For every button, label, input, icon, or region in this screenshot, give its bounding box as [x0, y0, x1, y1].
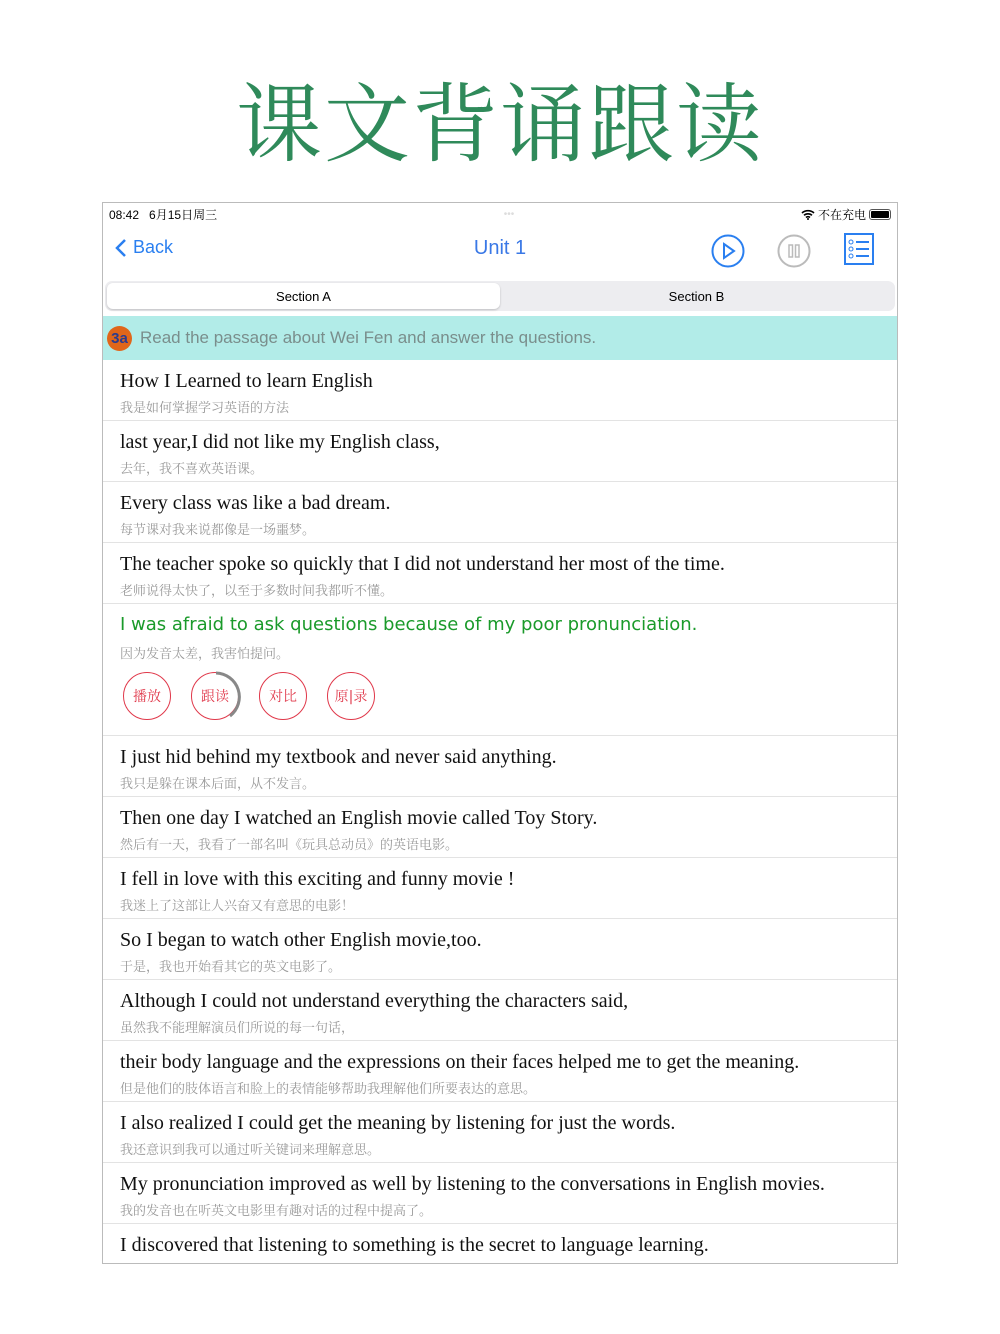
sentence-chinese: 去年，我不喜欢英语课。 — [120, 462, 264, 477]
sentence-chinese: 我只是躲在课本后面，从不发言。 — [120, 777, 316, 792]
nav-bar — [103, 225, 897, 277]
control-label: 播放 — [133, 689, 161, 705]
sentence-english: I also realized I could get the meaning by listening for just the words. — [120, 1112, 676, 1134]
tab-section-b[interactable]: Section B — [668, 288, 725, 304]
pause-icon[interactable] — [777, 234, 811, 268]
sentence-chinese: 我迷上了这部让人兴奋又有意思的电影！ — [120, 899, 355, 914]
sentence-row[interactable] — [103, 1163, 897, 1224]
sentence-chinese: 于是，我也开始看其它的英文电影了。 — [120, 960, 342, 975]
status-time: 08:42 — [109, 207, 140, 222]
control-label: 对比 — [269, 689, 297, 705]
sentence-row[interactable] — [103, 360, 897, 421]
progress-ring-icon — [189, 670, 243, 724]
sentence-row[interactable] — [103, 858, 897, 919]
follow-read-button[interactable] — [191, 672, 239, 720]
sentence-chinese: 然后有一天，我看了一部名叫《玩具总动员》的英语电影。 — [120, 838, 459, 853]
instruction-text: Read the passage about Wei Fen and answer the questions. — [140, 328, 597, 347]
sentence-row[interactable] — [103, 1102, 897, 1163]
exercise-badge: 3a — [107, 326, 132, 351]
list-icon[interactable] — [844, 233, 874, 265]
compare-button[interactable] — [259, 672, 307, 720]
sentence-row[interactable] — [103, 736, 897, 797]
sentence-chinese: 我是如何掌握学习英语的方法 — [120, 401, 290, 416]
sentence-english: My pronunciation improved as well by listening to the conversations in English movies. — [120, 1173, 825, 1195]
control-label: 原|录 — [334, 689, 368, 705]
sentence-list[interactable] — [103, 360, 897, 1264]
sentence-english: I was afraid to ask questions because of my poor pronunciation. — [120, 614, 698, 635]
play-icon[interactable] — [711, 234, 745, 268]
sentence-row[interactable] — [103, 482, 897, 543]
back-label: Back — [133, 237, 174, 257]
section-tabs — [105, 281, 895, 311]
battery-icon — [869, 209, 891, 220]
sentence-english: Every class was like a bad dream. — [120, 492, 391, 514]
sentence-controls — [123, 672, 897, 720]
sentence-chinese: 虽然我不能理解演员们所说的每一句话， — [120, 1021, 355, 1036]
tab-section-a[interactable]: Section A — [107, 283, 500, 309]
sentence-english: The teacher spoke so quickly that I did not understand her most of the time. — [120, 553, 725, 575]
sentence-english: How I Learned to learn English — [120, 370, 373, 392]
status-bar — [103, 203, 897, 225]
sentence-row[interactable] — [103, 421, 897, 482]
sentence-english: Although I could not understand everything the characters said, — [120, 990, 629, 1012]
sentence-chinese: 但是他们的肢体语言和脸上的表情能够帮助我理解他们所要表达的意思。 — [120, 1082, 537, 1097]
sentence-chinese: 我还意识到我可以通过听关键词来理解意思。 — [120, 1143, 381, 1158]
sentence-row[interactable] — [103, 1041, 897, 1102]
sentence-english: their body language and the expressions on their faces helped me to get the meaning. — [120, 1051, 800, 1073]
sentence-english: So I began to watch other English movie,too. — [120, 929, 482, 951]
hero-title: 课文背诵跟读 — [236, 75, 764, 175]
sentence-chinese: 老师说得太快了，以至于多数时间我都听不懂。 — [120, 584, 394, 599]
instruction-banner — [103, 316, 897, 360]
sentence-english: Then one day I watched an English movie called Toy Story. — [120, 807, 598, 829]
sentence-chinese: 每节课对我来说都像是一场噩梦。 — [120, 523, 316, 538]
sentence-row[interactable] — [103, 1224, 897, 1264]
sentence-english: I fell in love with this exciting and funny movie ! — [120, 868, 515, 890]
sentence-chinese: 因为发音太差，我害怕提问。 — [120, 647, 290, 662]
charging-status: 不在充电 — [817, 207, 866, 222]
page-title: Unit 1 — [473, 237, 527, 259]
sentence-english: last year,I did not like my English class, — [120, 431, 440, 453]
sentence-row[interactable] — [103, 919, 897, 980]
sentence-row[interactable] — [103, 543, 897, 604]
sentence-row[interactable] — [103, 797, 897, 858]
wifi-icon — [801, 209, 815, 220]
sentence-english: I just hid behind my textbook and never said anything. — [120, 746, 557, 768]
multitask-dots-icon[interactable]: ••• — [503, 208, 515, 220]
play-button[interactable] — [123, 672, 171, 720]
status-date: 6月15日周三 — [149, 207, 218, 222]
sentence-row[interactable] — [103, 604, 897, 736]
original-record-button[interactable] — [327, 672, 375, 720]
sentence-row[interactable] — [103, 980, 897, 1041]
sentence-chinese: 我的发音也在听英文电影里有趣对话的过程中提高了。 — [120, 1204, 433, 1219]
app-window — [102, 202, 898, 1264]
control-label: 跟读 — [201, 689, 229, 705]
sentence-english: I discovered that listening to something is the secret to language learning. — [120, 1234, 709, 1256]
